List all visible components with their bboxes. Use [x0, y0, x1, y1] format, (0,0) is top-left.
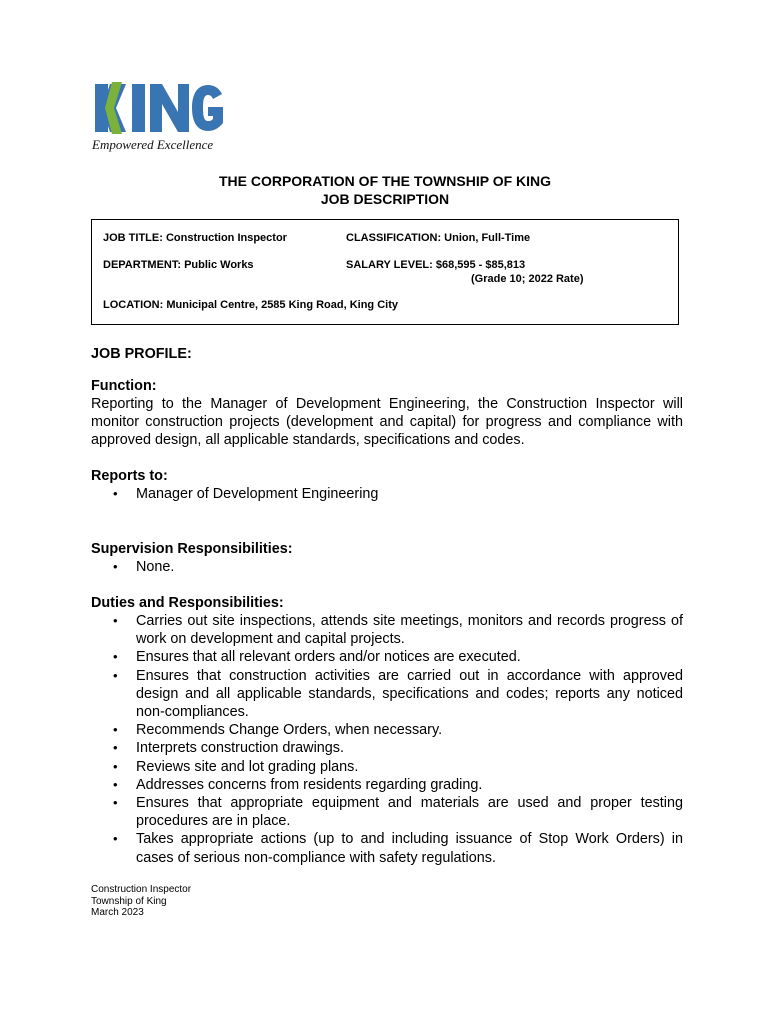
page-footer — [91, 884, 191, 919]
logo-tagline: Empowered Excellence — [92, 137, 214, 152]
job-info-box — [91, 219, 679, 325]
supervision-heading: Supervision Responsibilities: — [91, 541, 293, 557]
king-logo-mark — [92, 76, 242, 136]
supervision-list — [91, 558, 683, 576]
footer-date: March 2023 — [91, 907, 144, 918]
job-title: JOB TITLE: Construction Inspector — [103, 232, 287, 244]
department: DEPARTMENT: Public Works — [103, 259, 254, 271]
function-heading: Function: — [91, 378, 157, 394]
salary-level: SALARY LEVEL: $68,595 - $85,813 — [346, 259, 526, 271]
location: LOCATION: Municipal Centre, 2585 King Road, King City — [103, 299, 398, 311]
corporation-title: THE CORPORATION OF THE TOWNSHIP OF KING — [218, 173, 552, 189]
job-profile-section — [91, 345, 683, 363]
duties-heading: Duties and Responsibilities: — [91, 595, 284, 611]
list-item: • Ensures that construction activities are carried out in accordance with approved design and all applicable standards, specifications and codes; reports any noticed non-compliances. — [91, 667, 683, 722]
function-text: Reporting to the Manager of Development Engineering, the Construction Inspector will monitor construction projects (development and capital) for progress and compliance with approved design, all applicable standards, specifications and codes. — [91, 396, 683, 448]
list-item: • Reviews site and lot grading plans. — [91, 758, 683, 776]
list-item: • Interprets construction drawings. — [91, 739, 683, 757]
function-section — [91, 377, 683, 449]
list-item: • Carries out site inspections, attends site meetings, monitors and records progress of work on development and capital projects. — [91, 612, 683, 648]
reports-to-list — [91, 485, 683, 503]
classification: CLASSIFICATION: Union, Full-Time — [346, 232, 531, 244]
list-item: • Manager of Development Engineering — [91, 485, 683, 503]
list-item: • None. — [91, 558, 683, 576]
duties-section — [91, 594, 683, 867]
list-item: • Recommends Change Orders, when necessary. — [91, 721, 683, 739]
document-type-title: JOB DESCRIPTION — [320, 191, 450, 207]
job-profile-heading: JOB PROFILE: — [91, 346, 192, 362]
reports-to-section — [91, 467, 683, 503]
supervision-section — [91, 540, 683, 576]
list-item: • Ensures that appropriate equipment and materials are used and proper testing procedures are in place. — [91, 794, 683, 830]
duties-list — [91, 612, 683, 867]
document-header — [0, 172, 770, 208]
footer-job-title: Construction Inspector — [91, 884, 192, 895]
footer-organization: Township of King — [91, 895, 167, 907]
salary-note: (Grade 10; 2022 Rate) — [471, 273, 584, 285]
list-item: • Takes appropriate actions (up to and including issuance of Stop Work Orders) in cases of serious non-compliance with safety regulations. — [91, 830, 683, 866]
list-item: • Addresses concerns from residents regarding grading. — [91, 776, 683, 794]
reports-to-heading: Reports to: — [91, 468, 168, 484]
list-item: • Ensures that all relevant orders and/or notices are executed. — [91, 648, 683, 666]
